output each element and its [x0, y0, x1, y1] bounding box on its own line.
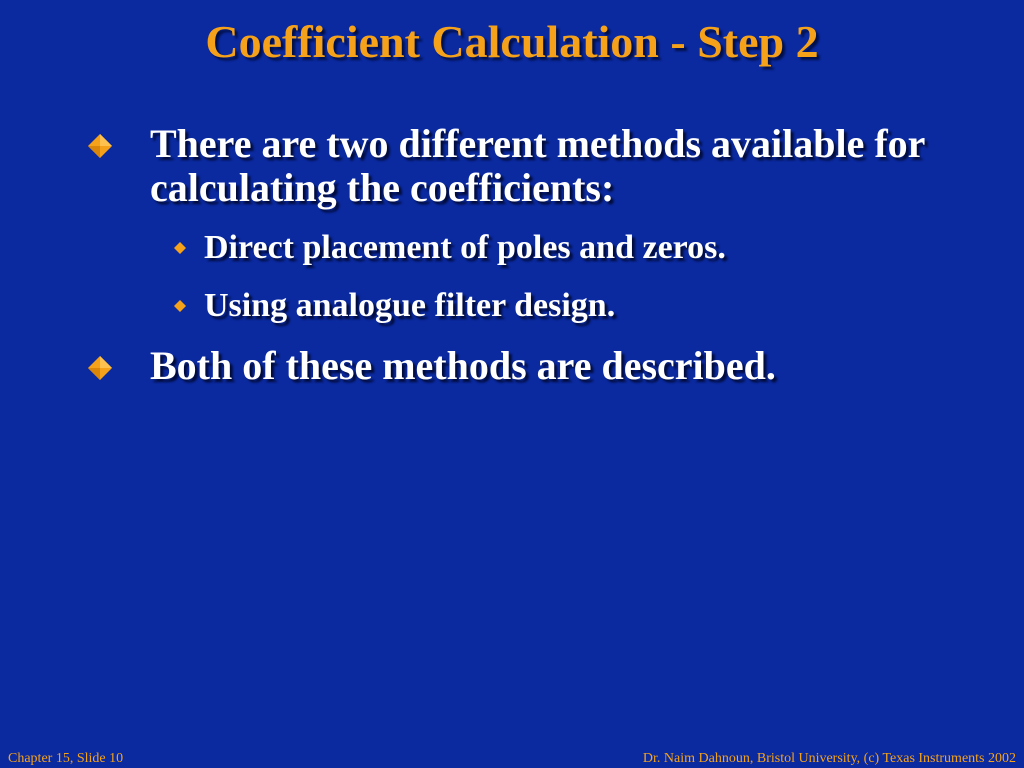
bullet-item: [88, 344, 988, 388]
orange-diamond-icon: [88, 356, 112, 380]
footer-slide-number: Chapter 15, Slide 10: [8, 751, 124, 766]
orange-diamond-icon: [88, 134, 112, 158]
footer-credits: Dr. Naim Dahnoun, Bristol University, (c) Texas Instruments 2002: [642, 751, 1016, 766]
orange-diamond-icon: [174, 300, 186, 312]
bullet-text: There are two different methods available for calculating the coefficients:: [150, 121, 925, 210]
bullet-item: [88, 122, 988, 210]
orange-diamond-icon: [174, 242, 186, 254]
bullet-list: [88, 122, 988, 388]
sub-bullet-text: Direct placement of poles and zeros.: [204, 229, 726, 266]
slide-title: Coefficient Calculation - Step 2: [205, 16, 819, 67]
sub-bullet-item: [88, 286, 988, 326]
sub-bullet-text: Using analogue filter design.: [204, 287, 616, 324]
sub-bullet-item: [88, 228, 988, 268]
bullet-text: Both of these methods are described.: [150, 343, 776, 388]
